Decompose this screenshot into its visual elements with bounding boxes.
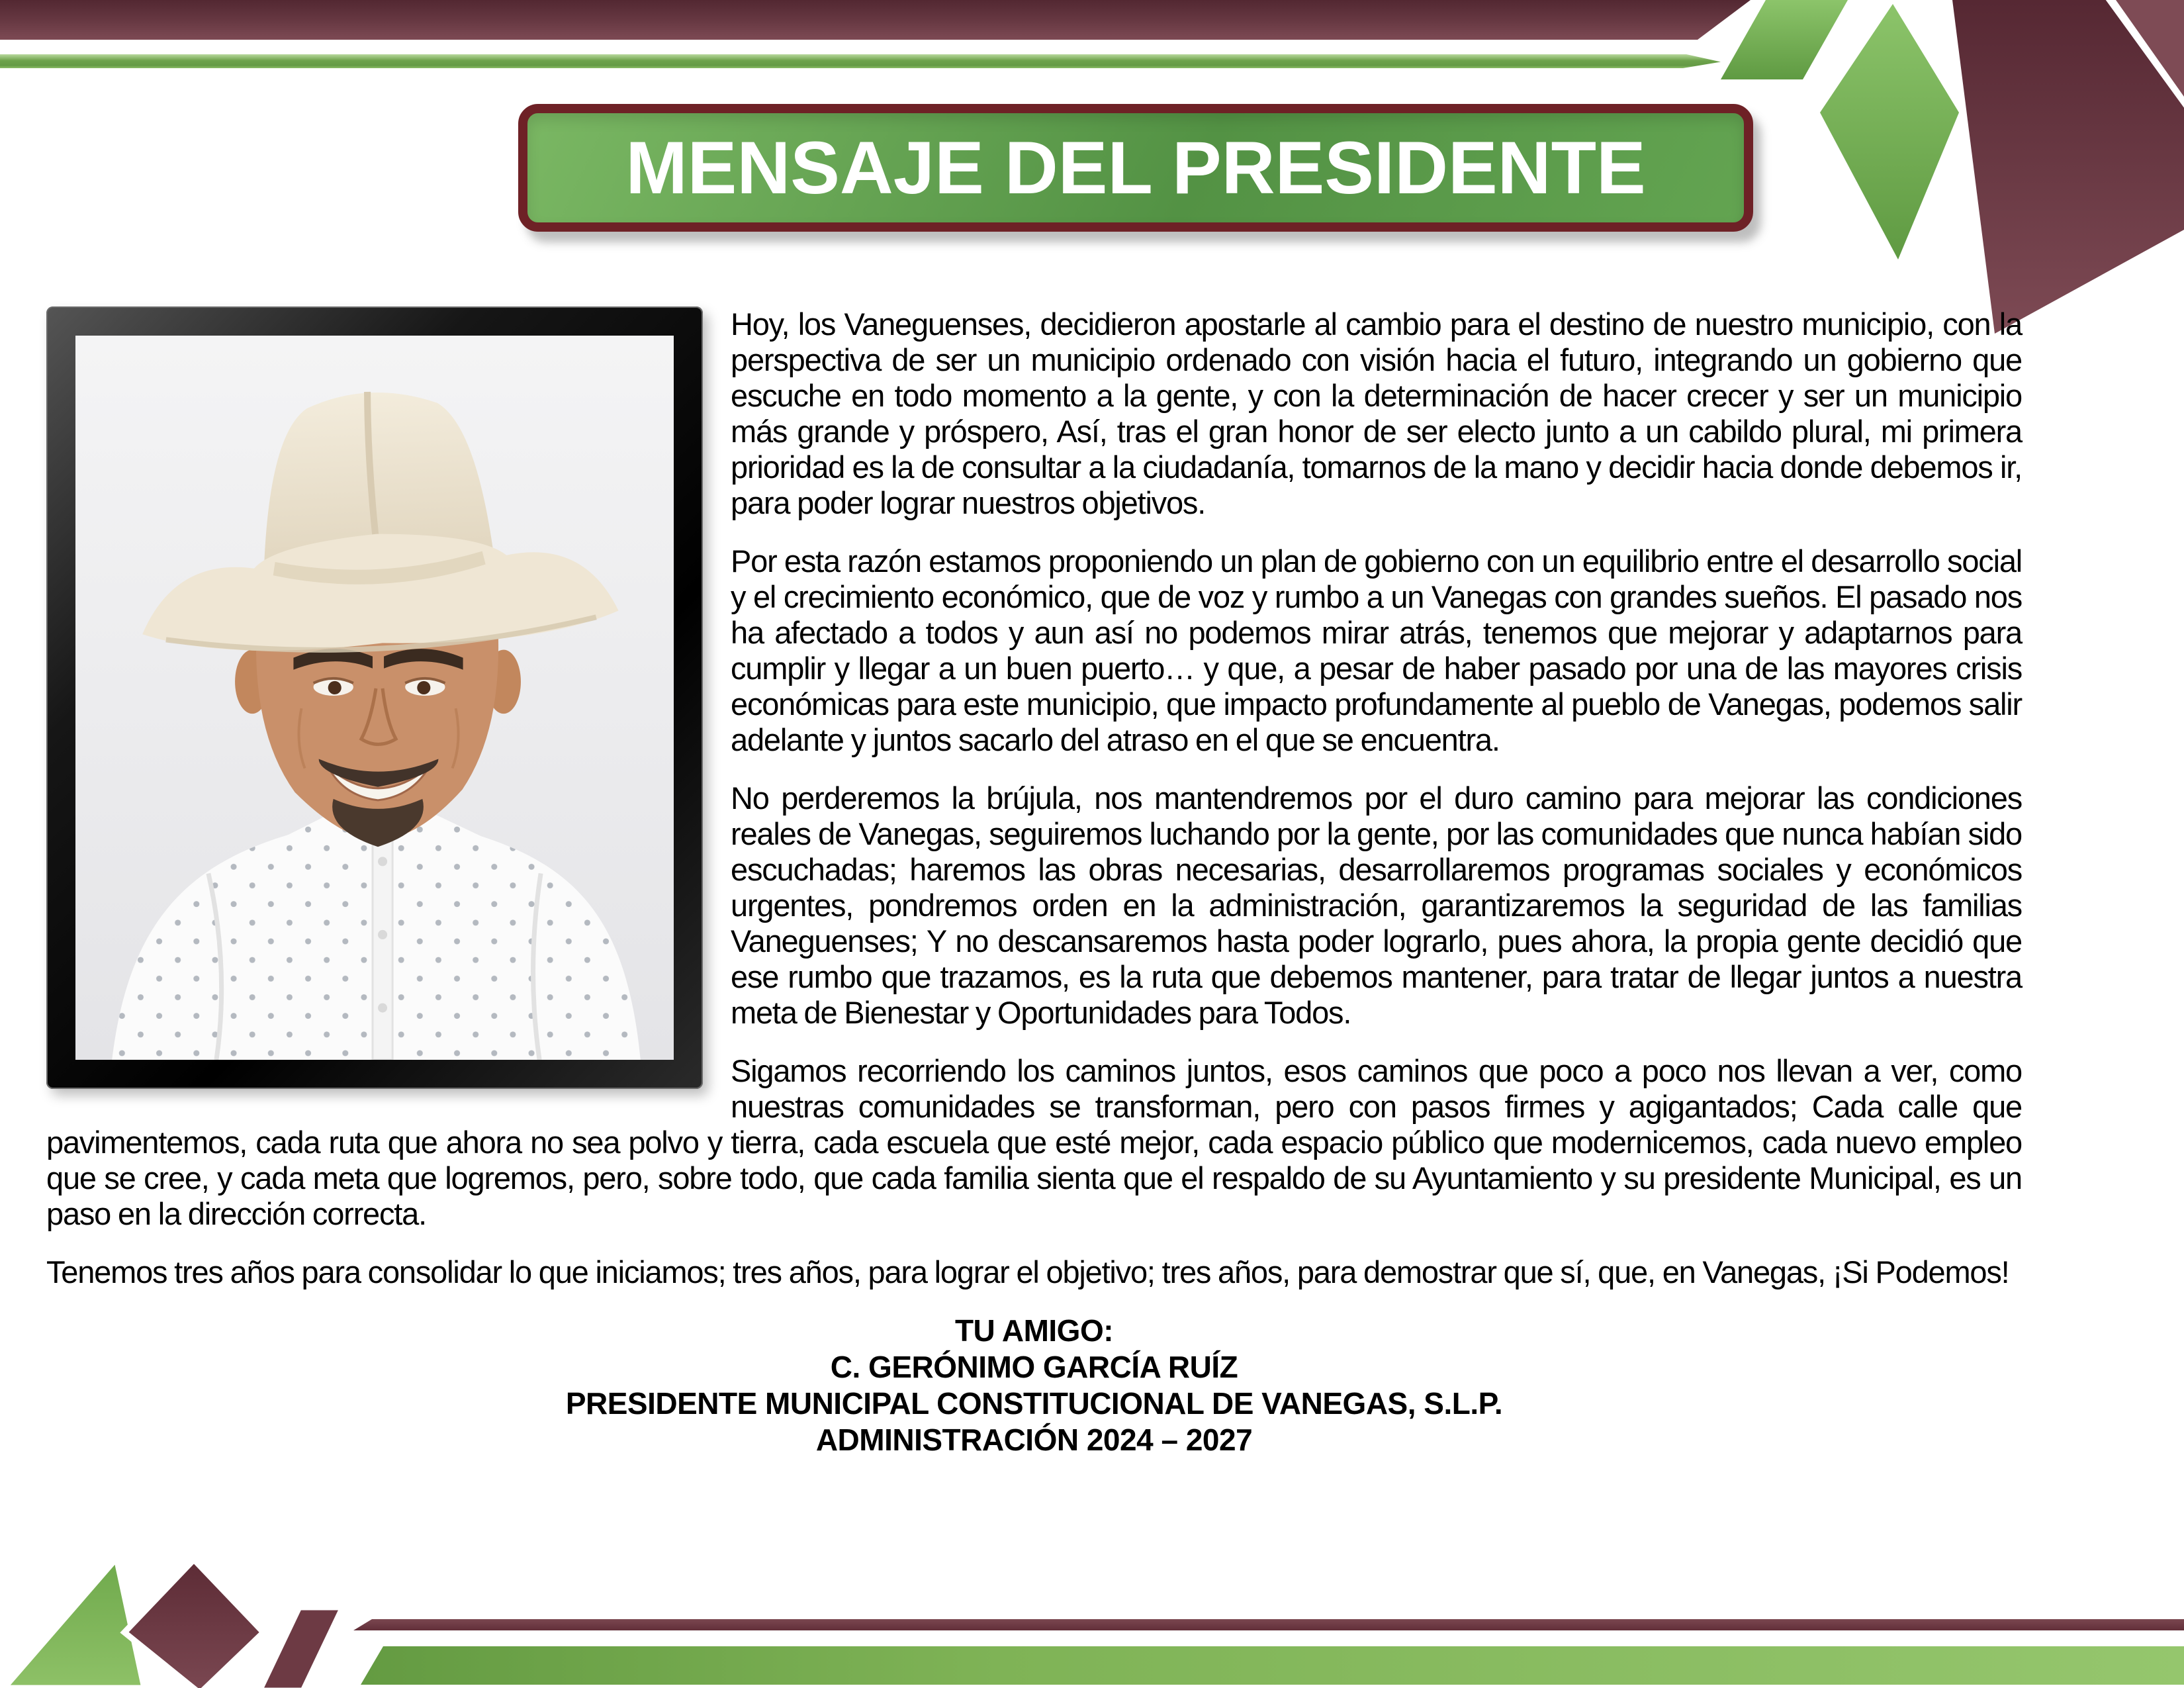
portrait-photo-inner xyxy=(75,336,674,1060)
signature-block xyxy=(46,1313,2022,1458)
president-portrait-photo xyxy=(46,306,703,1089)
maroon-parallelogram-shape xyxy=(259,1607,343,1688)
body-paragraph: Sigamos recorriendo los caminos juntos, esos caminos que poco a poco nos llevan a ver, como nuestras comunidades se transforman, pero con pasos firmes y agigantados; Cada calle que pavimentemos, cada ruta que ahora no sea polvo y tierra, cada escuela que esté mejor, cada espacio público que modernicemos, cada nuevo empleo que se cree, y cada meta que logremos, pero, sobre todo, que cada familia sienta que el respaldo de su Ayuntamiento y su presidente Municipal, es un paso en la dirección correcta. xyxy=(46,1053,2022,1231)
body-paragraph: No perderemos la brújula, nos mantendremos por el duro camino para mejorar las condiciones reales de Vanegas, seguiremos luchando por la gente, por las comunidades que nunca habían sido escuchadas; haremos las obras necesarias, desarrollaremos programas sociales y económicos urgentes, pondremos orden en la administración, garantizaremos la seguridad de las familias Vaneguenses; Y no descansaremos hasta poder lograrlo, pues ahora, la propia gente decidió que ese rumbo que trazamos, es la ruta que debemos mantener, para tratar de llegar juntos a nuestra meta de Bienestar y Oportunidades para Todos. xyxy=(731,780,2022,1030)
green-parallelogram-shape xyxy=(1721,0,1848,79)
body-paragraph: Hoy, los Vaneguenses, decidieron apostarle al cambio para el destino de nuestro municipio, con la perspectiva de ser un municipio ordenado con visión hacia el futuro, integrando un gobierno que escuche en todo momento a la gente, y con la determinación de hacer crecer y ser un municipio más grande y próspero, Así, tras el gran honor de ser electo junto a un cabildo plural, mi primera prioridad es la de consultar a la ciudadanía, tomarnos de la mano y decidir hacia donde debemos ir, para poder lograr nuestros objetivos. xyxy=(731,306,2022,520)
top-maroon-band xyxy=(0,0,1751,40)
content-area xyxy=(46,306,2022,1458)
signature-name: C. GERÓNIMO GARCÍA RUÍZ xyxy=(830,1350,1238,1384)
top-green-stripe xyxy=(0,54,1721,68)
title-banner xyxy=(518,104,1753,232)
portrait-illustration xyxy=(75,336,674,1060)
green-triangle-shape xyxy=(4,1558,144,1688)
bottom-left-corner-decoration xyxy=(0,1542,371,1688)
body-paragraph: Tenemos tres años para consolidar lo que iniciamos; tres años, para lograr el objetivo; tres años, para demostrar que sí, que, en Vanegas, ¡Si Podemos! xyxy=(46,1254,2009,1289)
body-paragraph: Por esta razón estamos proponiendo un plan de gobierno con un equilibrio entre el desarrollo social y el crecimiento económico, que de voz y rumbo a un Vanegas con grandes sueños. El pasado nos ha afectado a todos y aun así no podemos mirar atrás, tenemos que mejorar y adaptarnos para cumplir y llegar a un buen puerto… y que, a pesar de haber pasado por una de las mayores crisis económicas para este municipio, que impacto profundamente al pueblo de Vanegas, podemos salir adelante y juntos sacarlo del atraso en el que se encuentra. xyxy=(731,543,2022,757)
page-title: MENSAJE DEL PRESIDENTE xyxy=(625,126,1646,209)
signature-salutation: TU AMIGO: xyxy=(954,1313,1114,1348)
signature-term: ADMINISTRACIÓN 2024 – 2027 xyxy=(815,1423,1253,1457)
signature-role: PRESIDENTE MUNICIPAL CONSTITUCIONAL DE VANEGAS, S.L.P. xyxy=(565,1386,1503,1421)
green-diamond-shape xyxy=(1820,4,1959,259)
bottom-green-band xyxy=(361,1646,2184,1685)
bottom-maroon-band xyxy=(353,1619,2184,1630)
maroon-diamond-shape xyxy=(124,1560,263,1688)
